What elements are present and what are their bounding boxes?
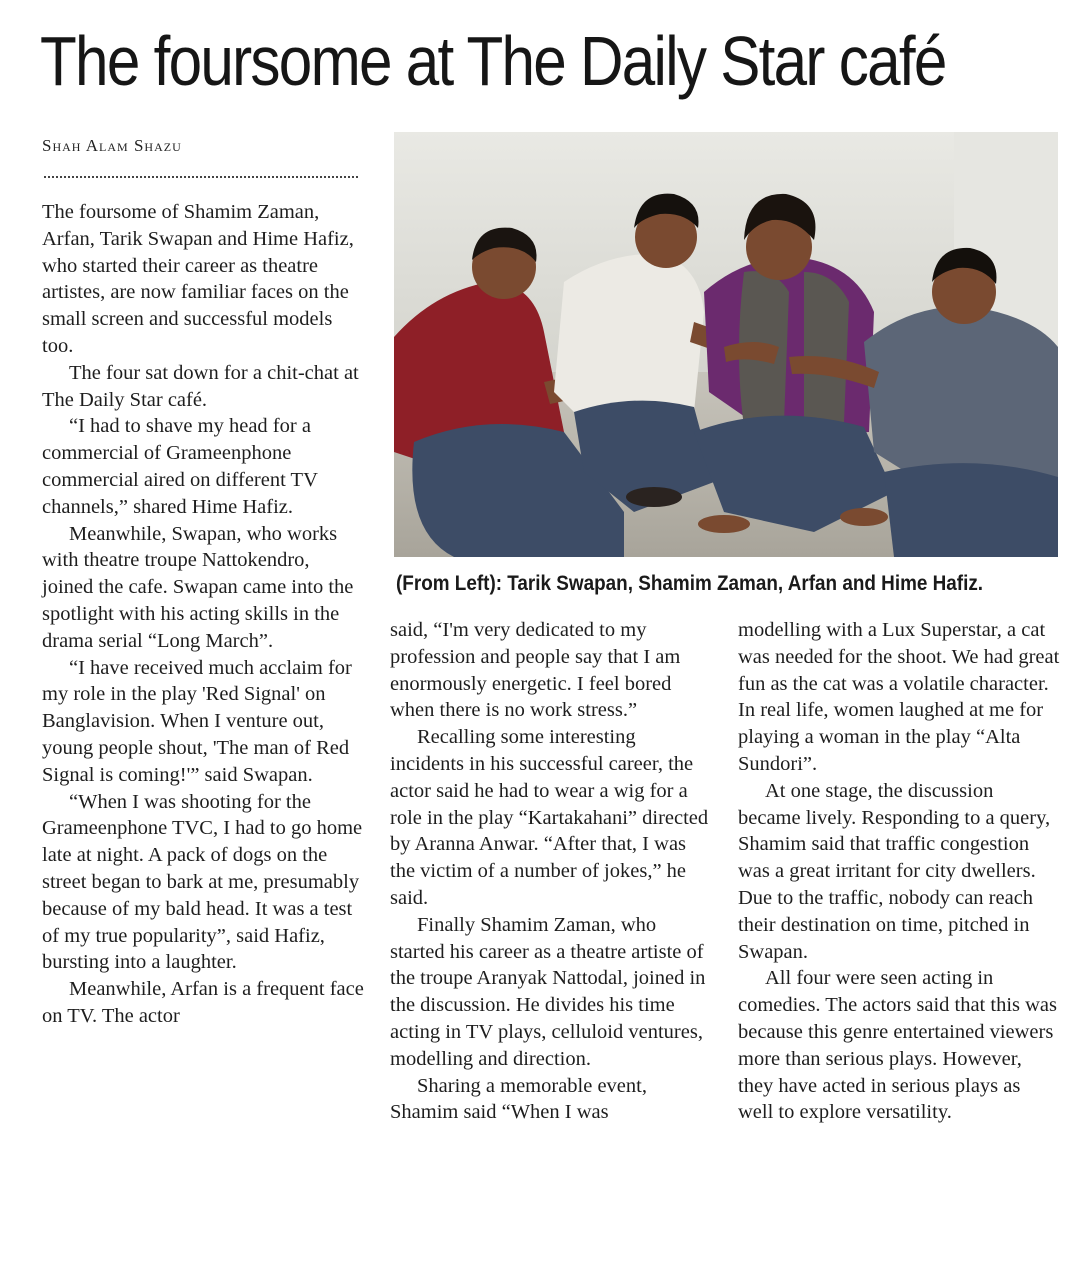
photo-caption: (From Left): Tarik Swapan, Shamim Zaman, Arfan and Hime Hafiz.	[396, 572, 984, 595]
paragraph: Recalling some interesting incidents in his successful career, the actor said he had to wear a wig for a role in the play “Kartakahani” directed by Aranna Anwar. “After that, I was the victim of a number of jokes,” he said.	[390, 726, 709, 909]
paragraph: modelling with a Lux Superstar, a cat was needed for the shoot. We had great fun as the cat was a volatile character. In real life, women laughed at me for playing a woman in the play “Alta Sundori”.	[738, 619, 1060, 775]
article-column-2	[390, 617, 712, 1126]
paragraph: The foursome of Shamim Zaman, Arfan, Tarik Swapan and Hime Hafiz, who started their career as theatre artistes, are now familiar faces on the small screen and successful models too.	[42, 201, 354, 357]
headline: The foursome at The Daily Star café	[40, 22, 946, 100]
paragraph: “I have received much acclaim for my role in the play 'Red Signal' on Banglavision. When I venture out, young people shout, 'The man of Red Signal is coming!'” said Swapan.	[42, 656, 352, 786]
byline: Shah Alam Shazu	[42, 136, 182, 155]
paragraph: The four sat down for a chit-chat at The Daily Star café.	[42, 361, 359, 411]
article-column-1	[42, 199, 364, 1030]
paragraph: All four were seen acting in comedies. The actors said that this was because this genre entertained viewers more than serious plays. However, they have acted in serious plays as well to explore versatility.	[738, 967, 1058, 1124]
paragraph: Meanwhile, Swapan, who works with theatre troupe Nattokendro, joined the cafe. Swapan came into the spotlight with his acting skills in the drama serial “Long March”.	[42, 522, 354, 652]
group-photo-image	[394, 132, 1058, 557]
paragraph: Sharing a memorable event, Shamim said “When I was	[390, 1074, 647, 1124]
byline-divider	[44, 176, 358, 178]
paragraph: said, “I'm very dedicated to my profession and people say that I am enormously energetic. I feel bored when there is no work stress.”	[390, 619, 681, 722]
paragraph: “I had to shave my head for a commercial of Grameenphone commercial aired on different TV channels,” shared Hime Hafiz.	[42, 415, 318, 518]
paragraph: Meanwhile, Arfan is a frequent face on TV. The actor	[42, 978, 364, 1027]
paragraph: Finally Shamim Zaman, who started his career as a theatre artiste of the troupe Aranyak Nattodal, joined in the discussion. He divides his time acting in TV plays, celluloid ventures, modelling and direction.	[390, 913, 706, 1070]
article-column-3	[738, 617, 1060, 1126]
group-photo	[394, 132, 1058, 557]
paragraph: At one stage, the discussion became lively. Responding to a query, Shamim said that traffic congestion was a great irritant for city dwellers. Due to the traffic, nobody can reach their destination on time, pitched in Swapan.	[738, 779, 1051, 963]
paragraph: “When I was shooting for the Grameenphone TVC, I had to go home late at night. A pack of dogs on the street began to bark at me, presumably because of my bald head. It was a test of my true popularity”, said Hafiz, bursting into a laughter.	[42, 790, 363, 974]
